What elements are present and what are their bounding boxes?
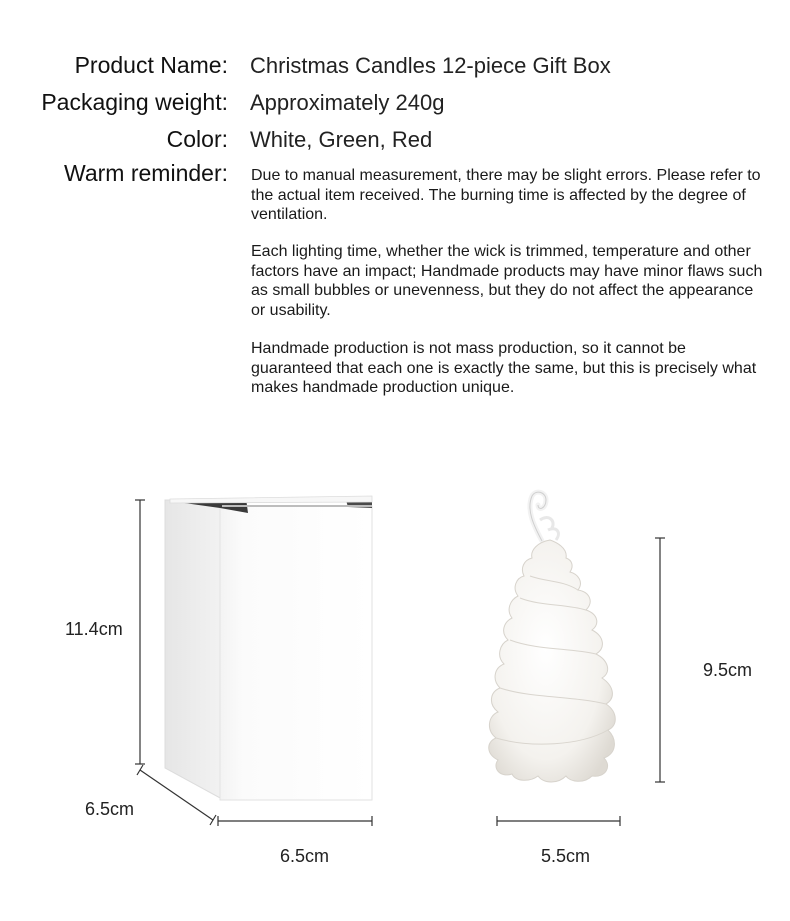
color-value: White, Green, Red [250,127,433,152]
packaging-weight-value: Approximately 240g [250,90,445,115]
candle-width-label: 5.5cm [541,846,591,866]
reminder-paragraph-1: Due to manual measurement, there may be slight errors. Please refer to the actual item received. The burning time is affected by the degree of ventilation. [251,167,761,223]
candle-height-dimension-line [655,538,665,782]
warm-reminder-label: Warm reminder: [64,160,228,186]
product-name-label: Product Name: [74,52,228,78]
box-width-label: 6.5cm [280,846,330,866]
packaging-weight-label: Packaging weight: [41,89,228,115]
box-height-label: 11.4cm [65,619,123,639]
gift-box [165,496,372,800]
color-label: Color: [166,126,228,152]
box-height-dimension-line [135,500,145,764]
reminder-paragraph-3: Handmade production is not mass production, so it cannot be guaranteed that each one is exactly the same, but this is precisely what makes handmade production unique. [251,340,757,396]
product-name-value: Christmas Candles 12-piece Gift Box [250,53,611,78]
box-width-dimension-line [218,816,372,826]
candle-width-dimension-line [497,816,620,826]
box-depth-label: 6.5cm [85,799,135,819]
candle-height-label: 9.5cm [703,660,753,680]
reminder-paragraph-2: Each lighting time, whether the wick is trimmed, temperature and other factors have an impact; Handmade products may have minor flaws such as small bubbles or unevenness, but they do not affect the appearance or usability. [251,243,763,319]
tree-candle [489,492,616,782]
